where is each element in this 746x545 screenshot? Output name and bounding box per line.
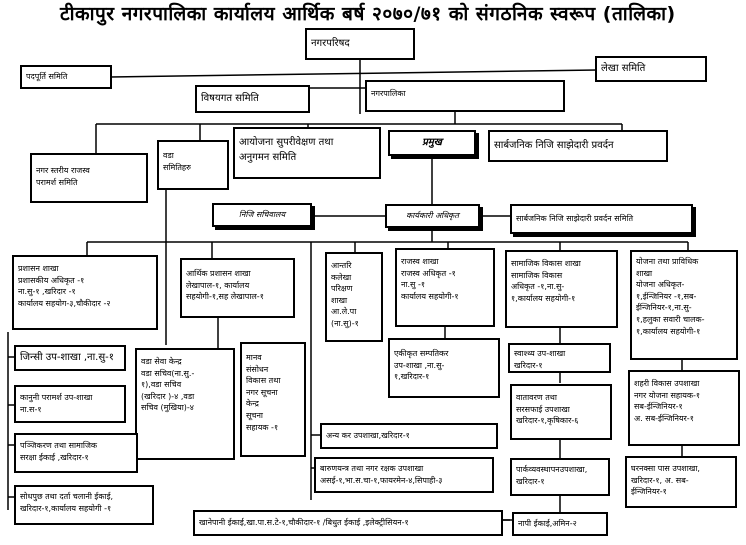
aantarik-line-5: आ.ले.पा bbox=[331, 307, 357, 317]
sarbajanik-pravardhan-label: सार्बजनिक निजि साझेदारी प्रवर्दन bbox=[494, 139, 614, 151]
samajik-line-1: सामाजिक विकास शाखा bbox=[511, 259, 581, 268]
yojana-line-2: शाखा bbox=[636, 268, 653, 278]
samajik-line-3: अधिकृत -१,ना.सु- bbox=[511, 282, 565, 292]
padpurti-samiti-box bbox=[20, 65, 112, 89]
rajaswa-line-1: राजस्व शाखा bbox=[401, 257, 439, 266]
gharnaksa-box bbox=[625, 456, 737, 508]
vatavaran-line-3: खरिदार-१,कृषिकार-६ bbox=[516, 416, 579, 426]
anya-kar-label: अन्य कर उपशाखा,खरिदार-१ bbox=[326, 431, 410, 441]
page-title: टीकापुर नगरपालिका कार्यालय आर्थिक बर्ष २०७०/७१ को संगठनिक स्वरूप (तालिका) bbox=[60, 3, 676, 25]
nagar-rajaswa-paramarsh-box bbox=[30, 153, 148, 203]
jinsi-label: जिन्सी उप-शाखा ,ना.सु-१ bbox=[20, 351, 114, 363]
ekikrit-sampatikar-box bbox=[388, 338, 500, 398]
aantarik-line-1: आन्तरि bbox=[331, 261, 352, 270]
wada-samiti-line-1: वडा bbox=[163, 151, 174, 160]
khanepani-label: खानेपानी ईकाई,खा.पा.स.टे-१,चौकीदार-१ /बिधुत ईकाई ,इलेक्ट्रीसियन-१ bbox=[199, 518, 409, 528]
yojana-line-1: योजना तथा प्राविधिक bbox=[636, 257, 699, 266]
yojana-line-6: १,हलुका सवारी चालक- bbox=[636, 314, 705, 324]
vatavaran-sarsafai-box bbox=[510, 384, 612, 440]
yojana-line-7: १,कार्यालय सहयोगी-१ bbox=[636, 326, 701, 336]
ekikrit-line-3: १,खरिदार-१ bbox=[394, 372, 430, 382]
ekikrit-line-1: एकीकृत सम्पतिकर bbox=[394, 349, 449, 358]
niji-sachivalaya-label: निजि सचिवालय bbox=[238, 210, 286, 220]
kanuni-line-2: ना.स-१ bbox=[20, 404, 42, 414]
park-line-2: खरिदार-१ bbox=[516, 476, 545, 486]
napi-label: नापी ईकाई,अमिन-२ bbox=[518, 519, 577, 529]
yojana-prawidhik-box bbox=[630, 250, 738, 360]
wada-sewa-line-2: वडा सचिव(ना.सु.- bbox=[141, 368, 195, 378]
prashasan-line-3: ना.सु-१ ,खरिदार -१ bbox=[18, 287, 76, 297]
gharnaksa-line-3: ईन्जिनियर-१ bbox=[631, 487, 667, 497]
barun-yantra-box bbox=[314, 457, 494, 493]
swasthya-upshakha-box bbox=[508, 343, 611, 373]
panjikaran-line-2: सरक्षा ईकाई ,खरिदार-१ bbox=[20, 452, 89, 462]
wada-sewa-line-4: (खरिदार )-४ ,वडा bbox=[141, 391, 195, 401]
yojana-line-3: योजना अधिकृत- bbox=[636, 280, 685, 290]
sahari-line-3: सब-ईन्जिनियर-१ bbox=[634, 402, 683, 412]
swasthya-line-2: खरिदार-१ bbox=[514, 360, 543, 370]
park-line-1: पार्कव्यवस्थापनउपशाखा, bbox=[516, 465, 588, 474]
lekha-samiti-label: लेखा समिति bbox=[601, 62, 646, 74]
barun-line-2: असई-१,भा.स.चा-१,फायरमेन-४,सिपाही-३ bbox=[320, 475, 443, 485]
panjikaran-box bbox=[14, 433, 138, 473]
prashasan-line-4: कार्यालय सहयोग-३,चौकीदार -२ bbox=[18, 298, 111, 308]
aantarik-line-6: (ना.सु)-१ bbox=[331, 318, 359, 328]
aantarik-line-3: परिक्षण bbox=[331, 284, 353, 294]
vishayagat-samiti-label: विषयगत समिति bbox=[201, 92, 259, 104]
sahari-line-4: अ. सब-ईन्जिनियर-१ bbox=[634, 413, 694, 423]
pramukh-box bbox=[388, 130, 476, 156]
aayojana-line-1: आयोजना सुपरीवेक्षण तथा bbox=[239, 137, 334, 148]
samajik-line-4: १,कार्यालय सहयोगी-१ bbox=[511, 293, 576, 303]
aarthik-line-1: आर्थिक प्रशासन शाखा bbox=[186, 269, 251, 278]
rajaswa-shakha-box bbox=[395, 248, 495, 327]
nagar-rajaswa-line-2: परामर्श समिति bbox=[36, 177, 78, 187]
vishayagat-samiti-box bbox=[195, 85, 310, 113]
manav-line-1: मानव bbox=[246, 353, 262, 362]
vatavaran-line-1: वातावरण तथा bbox=[516, 393, 557, 402]
gharnaksa-line-2: खरिदार-१, अ. सब- bbox=[631, 475, 689, 485]
rajaswa-line-3: ना.सु -१ bbox=[401, 280, 426, 290]
padpurti-samiti-label: पदपूर्ति समिति bbox=[26, 72, 68, 82]
sahari-vikas-box bbox=[628, 370, 740, 446]
sarbajanik-samiti-label: सार्बजनिक निजि साझेदारी प्रवर्दन समिति bbox=[516, 214, 634, 224]
gharnaksa-line-1: घरनक्सा पास उपशाखा, bbox=[631, 464, 700, 473]
manav-line-4: नगर सूचना bbox=[246, 387, 278, 397]
samajik-vikas-box bbox=[505, 250, 618, 328]
prashasan-line-2: प्रशासकीय अधिकृत -१ bbox=[18, 275, 85, 285]
sodhpuchh-line-2: खरिदार-१,कार्यालय सहयोगी -१ bbox=[20, 503, 112, 513]
nagarparishad-label: नगरपरिषद bbox=[311, 37, 350, 49]
aantarik-lekha-box bbox=[325, 252, 383, 342]
jinsi-upshakha-box bbox=[14, 345, 126, 371]
napi-ikai-box bbox=[512, 512, 608, 536]
anya-kar-box bbox=[320, 423, 498, 449]
wada-sewa-line-1: वडा सेवा केन्द्र bbox=[141, 357, 182, 366]
barun-line-1: बारुणयन्त्र तथा नगर रक्षक उपशाखा bbox=[320, 464, 424, 473]
ekikrit-line-2: उप-शाखा ,ना.सु- bbox=[394, 360, 445, 370]
yojana-line-5: ईन्जिनियर-१,ना.सु- bbox=[636, 303, 692, 313]
sodhpuchh-box bbox=[14, 485, 154, 525]
vatavaran-line-2: सरसफाई उपशाखा bbox=[516, 404, 570, 414]
sahari-line-1: शहरी विकास उपशाखा bbox=[634, 379, 700, 388]
wada-sewa-line-3: १),वडा सचिव bbox=[141, 380, 182, 390]
manav-line-5: केन्द्र bbox=[246, 399, 259, 409]
sodhpuchh-line-1: सोधपुछ तथा दर्ता चलानी ईकाई, bbox=[20, 492, 114, 501]
nagarpalika-label: नगरपालिका bbox=[371, 89, 406, 98]
wada-sewa-kendra-box bbox=[135, 348, 235, 460]
samajik-line-2: सामाजिक विकास bbox=[511, 270, 563, 280]
kanuni-paramarsh-box bbox=[14, 385, 126, 423]
prashasan-line-1: प्रशासन शाखा bbox=[18, 264, 59, 273]
nagarpalika-box bbox=[365, 80, 565, 112]
sahari-line-2: नगर योजना सहायक-१ bbox=[634, 390, 701, 400]
sarbajanik-pravardhan-box bbox=[488, 130, 668, 162]
manav-line-7: सहायक -१ bbox=[246, 422, 279, 432]
karyakari-adhikrit-label: कार्यकारी अधिकृत bbox=[406, 211, 459, 221]
sarbajanik-samiti-box bbox=[510, 204, 693, 234]
aarthik-line-2: लेखापाल-१, कार्यालय bbox=[186, 280, 250, 290]
wada-samiti-box bbox=[157, 140, 229, 190]
yojana-line-4: १,ईन्जिनियर -१,सब- bbox=[636, 291, 697, 301]
manav-sansadhan-box bbox=[240, 342, 306, 457]
manav-line-2: संसोधन bbox=[246, 364, 269, 374]
kanuni-line-1: कानुनी परामर्श उप-शाखा bbox=[20, 393, 93, 402]
karyakari-adhikrit-box bbox=[385, 204, 480, 228]
niji-sachivalaya-box bbox=[212, 203, 312, 227]
aayojana-line-2: अनुगमन समिति bbox=[239, 151, 297, 163]
khanepani-bidhut-box bbox=[193, 510, 503, 536]
aantarik-line-2: कलेखा bbox=[331, 272, 352, 282]
wada-sewa-line-5: सचिव (मुखिया)-४ bbox=[141, 403, 194, 413]
pramukh-label: प्रमुख bbox=[422, 136, 442, 148]
aayojana-samiti-box bbox=[233, 127, 381, 179]
lekha-samiti-box bbox=[595, 56, 707, 82]
park-vyavasthapan-box bbox=[510, 458, 610, 496]
swasthya-line-1: स्वाश्थ्य उप-शाखा bbox=[514, 349, 566, 358]
nagarparishad-box bbox=[305, 28, 415, 60]
nagar-rajaswa-line-1: नगर स्तरीय राजस्व bbox=[36, 166, 90, 175]
aarthik-line-3: सहयोगी-१,सह लेखापाल-१ bbox=[186, 292, 264, 302]
panjikaran-line-1: पञ्जिकरण तथा सामाजिक bbox=[20, 441, 98, 450]
aarthik-prashasan-box bbox=[180, 258, 295, 318]
prashasan-shakha-box bbox=[12, 255, 158, 330]
manav-line-6: सूचना bbox=[246, 410, 263, 420]
rajaswa-line-4: कार्यालय सहयोगी-१ bbox=[401, 291, 459, 301]
wada-samiti-line-2: समितिहरु bbox=[163, 162, 191, 172]
manav-line-3: विकास तथा bbox=[246, 376, 281, 386]
aantarik-line-4: शाखा bbox=[331, 295, 348, 305]
rajaswa-line-2: राजस्व अधिकृत -१ bbox=[401, 268, 456, 278]
